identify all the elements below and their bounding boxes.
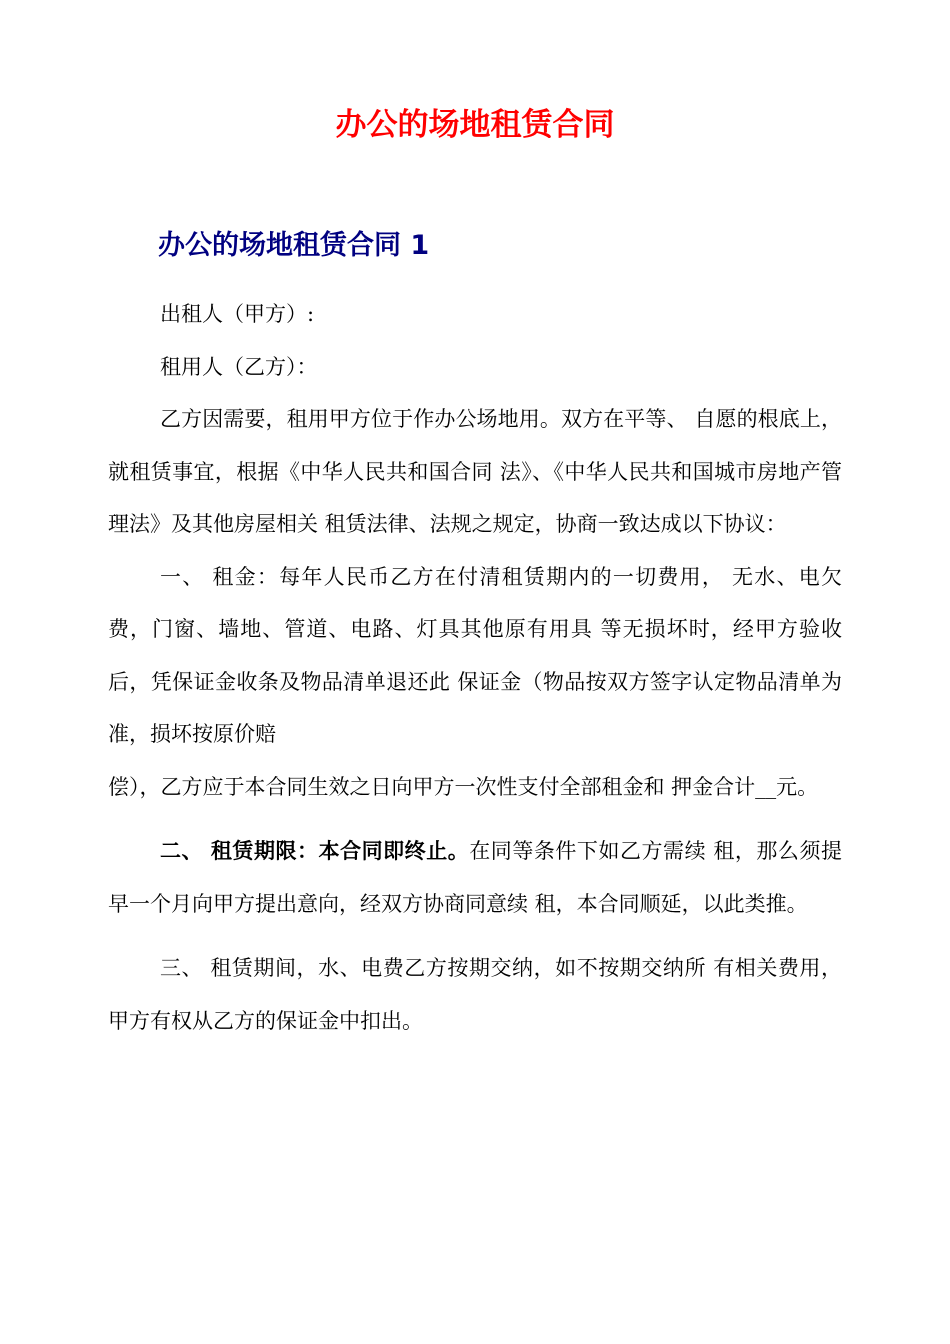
lessee-line: 租用人（乙方）： (160, 354, 318, 379)
paragraph-gap (108, 930, 842, 942)
clause-3-paragraph: 三、 租赁期间，水、电费乙方按期交纳，如不按期交纳所 有相关费用，甲方有权从乙方的保证金中扣出。 (108, 956, 842, 1033)
clause-2-text: 在同等条件下如乙方需续 租，那么须提早一个月向甲方提出意向，经双方协商同意续 租，本合同顺延，以此类推。 (108, 839, 842, 916)
lessor-line: 出租人（甲方）: (160, 302, 315, 326)
clause-1-paragraph: 一、 租金：每年人民币乙方在付清租赁期内的一切费用， 无水、电欠费，门窗、墙地、管道、电路、灯具其他原有用具 等无损坏时，经甲方验收后，凭保证金收条及物品清单退还此 保证金（物品按双方签字认定物品清单为准，损坏按原价赔 (108, 564, 842, 746)
section-title: 办公的场地租赁合同 1 (158, 230, 430, 261)
clause-2-paragraph (108, 825, 842, 930)
clause-2-heading: 二、 租赁期限：本合同即终止。 (160, 838, 470, 863)
contract-body (108, 288, 842, 1047)
clause-1-continuation: 偿），乙方应于本合同生效之日向甲方一次性支付全部租金和 押金合计__元。 (108, 774, 819, 799)
document-title: 办公的场地租赁合同 (335, 107, 615, 143)
intro-paragraph: 乙方因需要，租用甲方位于作办公场地用。双方在平等、 自愿的根底上，就租赁事宜，根据《中华人民共和国合同 法》、《中华人民共和国城市房地产管理法》及其他房屋相关 租赁法律、法规之规定，协商一致达成以下协议： (108, 407, 842, 536)
paragraph-gap (108, 813, 842, 825)
